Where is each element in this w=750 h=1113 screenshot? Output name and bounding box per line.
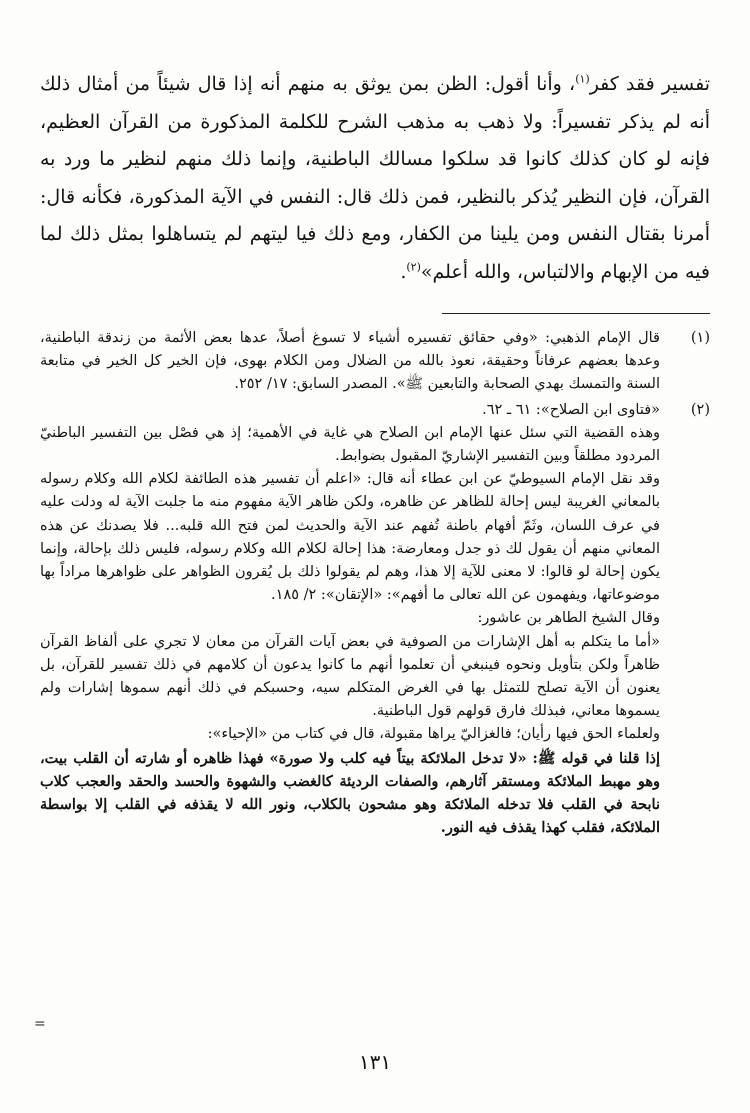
footnote-line: إذا قلنا في قوله ﷺ: «لا تدخل الملائكة بيتاً فيه كلب ولا صورة» فهذا ظاهره أو شارته أن القلب بيت، وهو مهبط الملائكة ومستقر آثارهم، والصفات الرديئة كالغضب والشهوة والحسد والحقد والعجب كلاب نابحة في القلب فلا تدخله الملائكة وهو مشحون بالكلاب، ونور الله لا يقذفه في القلب إلا بواسطة الملائكة، فقلب كهذا يقذف فيه النور. bbox=[40, 749, 660, 837]
footnote-ref-1[interactable]: (١) bbox=[575, 72, 590, 86]
footnote-2 bbox=[40, 399, 710, 840]
main-text bbox=[40, 66, 710, 291]
footnote-ref-2[interactable]: (٢) bbox=[406, 260, 421, 274]
footnote-line: «أما ما يتكلم به أهل الإشارات من الصوفية في بعض آيات القرآن من معان لا تجري على ألفاظ القرآن ظاهراً ولكن بتأويل ونحوه فينبغي أن تعلموا أنهم ما كانوا يدعون أن كلامهم في ذلك تفسير للقرآن، بل يعنون أن الآية تصلح للتمثل بها في الغرض المتكلم سيه، وحسبكم في ذلك أنهم سموها إشارات ولم يسموها معاني، فبذلك فارق قولهم قول الباطنية. bbox=[40, 633, 660, 720]
footnote-number: (٢) bbox=[690, 401, 710, 418]
main-text-part: تفسير فقد كفر bbox=[589, 73, 710, 95]
footnote-line: وهذه القضية التي سئل عنها الإمام ابن الصلاح هي غاية في الأهمية؛ إذ هي فصْل بين التفسير الباطنيّ المردود مطلقاً وبين التفسير الإشاريّ المقبول بضوابط. bbox=[40, 424, 660, 465]
footnote-line: قال الإمام الذهبي: «وفي حقائق تفسيره أشياء لا تسوغ أصلاً، عدها بعض الأئمة من زندقة الباطنية، وعدها بعضهم عرفاناً وحقيقة، نعوذ بالله من الضلال ومن الكلام بهوى، فإن الخير كل الخير في متابعة السنة والتمسك بهدي الصحابة والتابعين ﷺ». المصدر السابق: ١٧/ ٢٥٢. bbox=[40, 330, 660, 393]
footnote-line: ولعلماء الحق فيها رأيان؛ فالغزاليّ يراها مقبولة، قال في كتاب من «الإحياء»: bbox=[207, 726, 660, 743]
footnote-number: (١) bbox=[690, 330, 710, 346]
footnote-1 bbox=[40, 327, 710, 397]
footnotes bbox=[40, 327, 710, 839]
page-number: ١٣١ bbox=[358, 1050, 392, 1074]
footnote-line: وقال الشيخ الطاهر بن عاشور: bbox=[477, 610, 660, 627]
main-paragraph bbox=[40, 66, 710, 291]
footnote-line: وقد نقل الإمام السيوطيّ عن ابن عطاء أنه قال: «اعلم أن تفسير هذه الطائفة لكلام الله وكلام رسوله بالمعاني الغريبة ليس إحالة للظاهر عن ظاهره، ولكن ظاهر الآية مفهوم منه ما جلبت الآية له ودلت عليه في عرف اللسان، وثَمّ أفهام باطنة تُفهم عند الآية والحديث لمن فتح الله قلبه... فلا يصدنك عن هذه المعاني منهم أن يقول لك ذو جدل ومعارضة: هذا إحالة لكلام الله وكلام رسوله، فليس ذلك بإحالة، وإنما يكون إحالة لو قالوا: لا معنى للآية إلا هذا، وهم لم يقولوا ذلك بل يُقرون الظواهر على ظواهرها مراداً بها موضوعاتها، ويفهمون عن الله تعالى ما أفهم»: «الإتقان»: ٢/ ١٨٥. bbox=[40, 471, 660, 604]
footnote-line: «فتاوى ابن الصلاح»: ٦١ ـ ٦٢. bbox=[482, 401, 660, 418]
footnote-separator bbox=[442, 313, 710, 314]
continuation-mark: = bbox=[34, 1016, 46, 1032]
main-text-part: ، وأنا أقول: الظن بمن يوثق به منهم أنه إذا قال شيئاً من أمثال ذلك أنه لم يذكر تفسيراً: ولا ذهب به مذهب الشرح للكلمة المذكورة من القرآن العظيم، فإنه لو كان كذلك كانوا قد سلكوا مسالك الباطنية، وإنما ذلك منهم لنظير ما ورد به القرآن، فإن النظير يُذكر بالنظير، فمن ذلك قال: النفس في الآية المذكورة، فكأنه قال: أمرنا بقتال النفس ومن يلينا من الكفار، ومع ذلك فيا ليتهم لم يتساهلوا بمثل ذلك لما فيه من الإبهام والالتباس، والله أعلم» bbox=[40, 73, 710, 283]
main-text-end: . bbox=[400, 260, 407, 283]
